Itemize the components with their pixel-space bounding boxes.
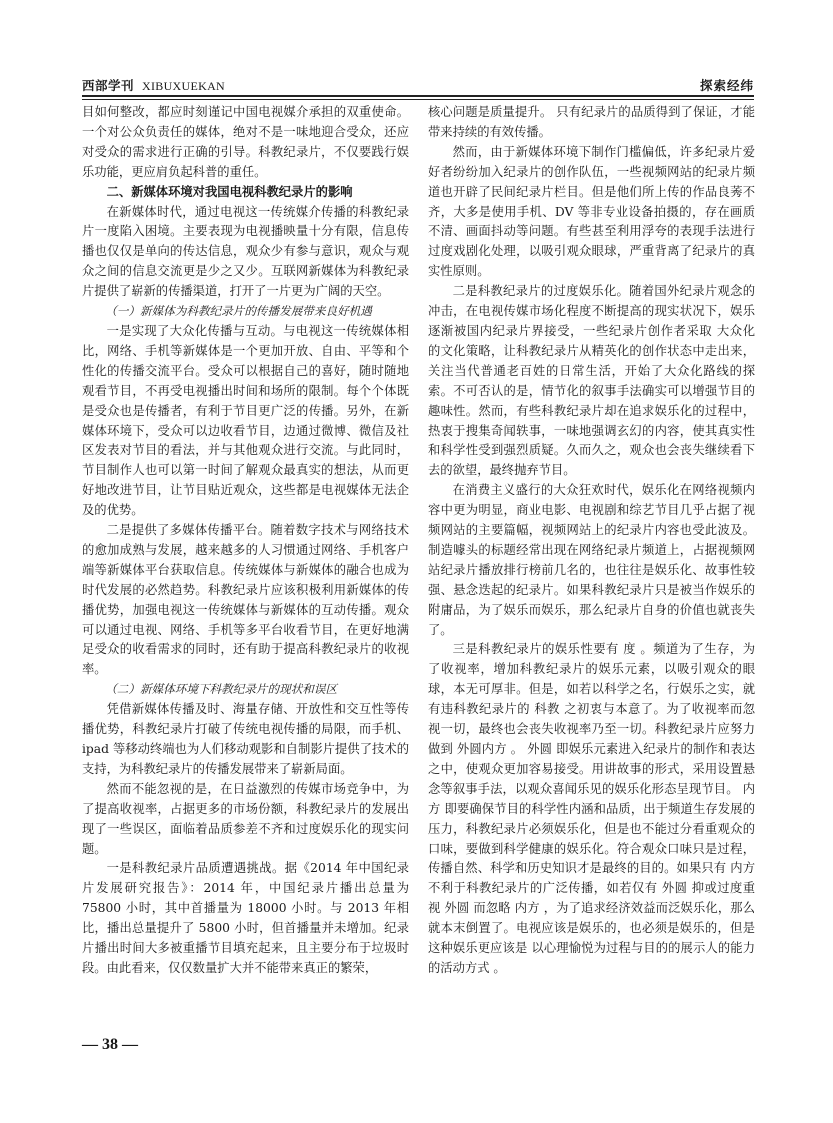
right-column — [428, 103, 755, 1028]
paragraph: 核心问题是质量提升。 只有纪录片的品质得到了保证，才能带来持续的有效传播。 — [428, 105, 755, 139]
left-column — [82, 103, 409, 1028]
header-rule-thin — [82, 99, 754, 100]
paragraph: 然而，由于新媒体环境下制作门槛偏低，许多纪录片爱好者纷纷加入纪录片的创作队伍，一些视频网站的纪录片频道也开辟了民间纪录片栏目。但是他们所上传的作品良莠不齐，大多是使用手机、DV 等非专业设备拍摄的，存在画质不清、画面抖动等问题。有些甚至利用浮夸的表现手法进行过度戏剧化处理，以吸引观众眼球，严重背离了纪录片的真实性原则。 — [428, 144, 755, 279]
journal-title — [82, 76, 225, 94]
journal-title-cn: 西部学刊 — [82, 78, 135, 93]
header-rule-thick — [82, 95, 754, 97]
paragraph: 一是实现了大众化传播与互动。与电视这一传统媒体相比，网络、手机等新媒体是一个更加开放、自由、平等和个性化的传播交流平台。受众可以根据自己的喜好，随时随地观看节目，不再受电视播出时间和场所的限制。每个个体既是受众也是传播者，有利于节目更广泛的传播。另外，在新媒体环境下，受众可以边收看节目，边通过微博、微信及社区发表对节目的看法，并与其他观众进行交流。与此同时，节目制作人也可以第一时间了解观众最真实的想法，从而更好地改进节目，让节目贴近观众，这些都是电视媒体无法企及的优势。 — [82, 323, 409, 518]
section-heading: 二、新媒体环境对我国电视科教纪录片的影响 — [106, 184, 353, 199]
paragraph: 二是提供了多媒体传播平台。随着数字技术与网络技术的愈加成熟与发展，越来越多的人习惯通过网络、手机客户端等新媒体平台获取信息。传统媒体与新媒体的融合也成为时代发展的必然趋势。科教纪录片应该积极利用新媒体的传播优势，加强电视这一传统媒体与新媒体的互动传播。观众可以通过电视、网络、手机等多平台收看节目，在更好地满足受众的收看需求的同时，还有助于提高科教纪录片的收视率。 — [82, 523, 409, 677]
page-number: — 38 — — [82, 1036, 138, 1053]
paragraph: 三是科教纪录片的娱乐性要有 度 。频道为了生存，为了收视率，增加科教纪录片的娱乐元素，以吸引观众的眼球，本无可厚非。但是，如若以科学之名，行娱乐之实，就有违科教纪录片的 科教 之初衷与本意了。为了收视率而忽视一切，最终也会丧失收视率乃至一切。科教纪录片应努力做到 外圆内方 。 外圆 即娱乐元素进入纪录片的制作和表达之中，使观众更加容易接受。用讲故事的形式，采用设置悬念等叙事手法，以观众喜闻乐见的娱乐化形态呈现节目。 内方 即要确保节目的科学性内涵和品质，出于频道生存发展的压力，科教纪录片必须娱乐化，但是也不能过分看重观众的口味，要做到科学健康的娱乐化。符合观众口味只是过程，传播自然、科学和历史知识才是最终的目的。如果只有 内方 不利于科教纪录片的广泛传播，如若仅有 外圆 抑或过度重视 外圆 而忽略 内方 ，为了追求经济效益而泛娱乐化，那么就本末倒置了。电视应该是娱乐的，也必须是娱乐的，但是这种娱乐更应该是 以心理愉悦为过程与目的的展示人的能力的活动方式 。 — [428, 642, 755, 975]
paragraph: 目如何整改，都应时刻谨记中国电视媒介承担的双重使命。一个对公众负责任的媒体，绝对不是一味地迎合受众，还应对受众的需求进行正确的引导。科教纪录片，不仅要践行娱乐功能，更应肩负起科普的重任。 — [82, 105, 409, 179]
paragraph: 一是科教纪录片品质遭遇挑战。据《2014 年中国纪录片发展研究报告》：2014 年，中国纪录片播出总量为 75800 小时，其中首播量为 18000 小时。与 2013 年相比，播出总量提升了 5800 小时，但首播量并未增加。纪录片播出时间大多被重播节目填充起来，且主要分布于垃圾时段。由此看来，仅仅数量扩大并不能带来真正的繁荣， — [82, 861, 409, 975]
paragraph: 二是科教纪录片的过度娱乐化。随着国外纪录片观念的冲击，在电视传媒市场化程度不断提高的现实状况下，娱乐逐渐被国内纪录片界接受，一些纪录片创作者采取 大众化 的文化策略，让科教纪录片从精英化的创作状态中走出来，关注当代普通老百姓的日常生活，开始了大众化路线的探索。不可否认的是，情节化的叙事手法确实可以增强节目的趣味性。然而，有些科教纪录片却在追求娱乐化的过程中，热衷于搜集奇闻轶事，一味地强调玄幻的内容，使其真实性和科学性受到强烈质疑。久而久之，观众也会丧失继续看下去的欲望，最终抛弃节目。 — [428, 284, 755, 478]
section-title: 探索经纬 — [699, 78, 754, 93]
paragraph: 在消费主义盛行的大众狂欢时代，娱乐化在网络视频内容中更为明显，商业电影、电视剧和综艺节目几乎占据了视频网站的主要篇幅，视频网站上的纪录片内容也受此波及。制造噱头的标题经常出现在网络纪录片频道上，占据视频网站纪录片播放排行榜前几名的，也往往是娱乐化、故事性较强、悬念迭起的纪录片。如果科教纪录片只是被当作娱乐的附庸品，为了娱乐而娱乐，那么纪录片自身的价值也就丧失了。 — [428, 483, 755, 637]
subsection-heading: （二）新媒体环境下科教纪录片的现状和误区 — [105, 682, 338, 697]
page-header — [82, 76, 754, 96]
subsection-heading: （一）新媒体为科教纪录片的传播发展带来良好机遇 — [105, 304, 372, 319]
paragraph: 然而不能忽视的是，在日益激烈的传媒市场竞争中，为了提高收视率，占据更多的市场份额，科教纪录片的发展出现了一些误区，面临着品质参差不齐和过度娱乐化的现实问题。 — [82, 781, 409, 856]
journal-title-en: XIBUXUEKAN — [142, 79, 226, 93]
paragraph: 凭借新媒体传播及时、海量存储、开放性和交互性等传播优势，科教纪录片打破了传统电视传播的局限，而手机、ipad 等移动终端也为人们移动观影和自制影片提供了技术的支持，为科教纪录片的传播发展带来了崭新局面。 — [82, 702, 409, 776]
paragraph: 在新媒体时代，通过电视这一传统媒介传播的科教纪录片一度陷入困境。主要表现为电视播映量十分有限，信息传播也仅仅是单向的传达信息，观众少有参与意识，观众与观众之间的信息交流更是少之又少。互联网新媒体为科教纪录片提供了崭新的传播渠道，打开了一片更为广阔的天空。 — [82, 204, 409, 299]
